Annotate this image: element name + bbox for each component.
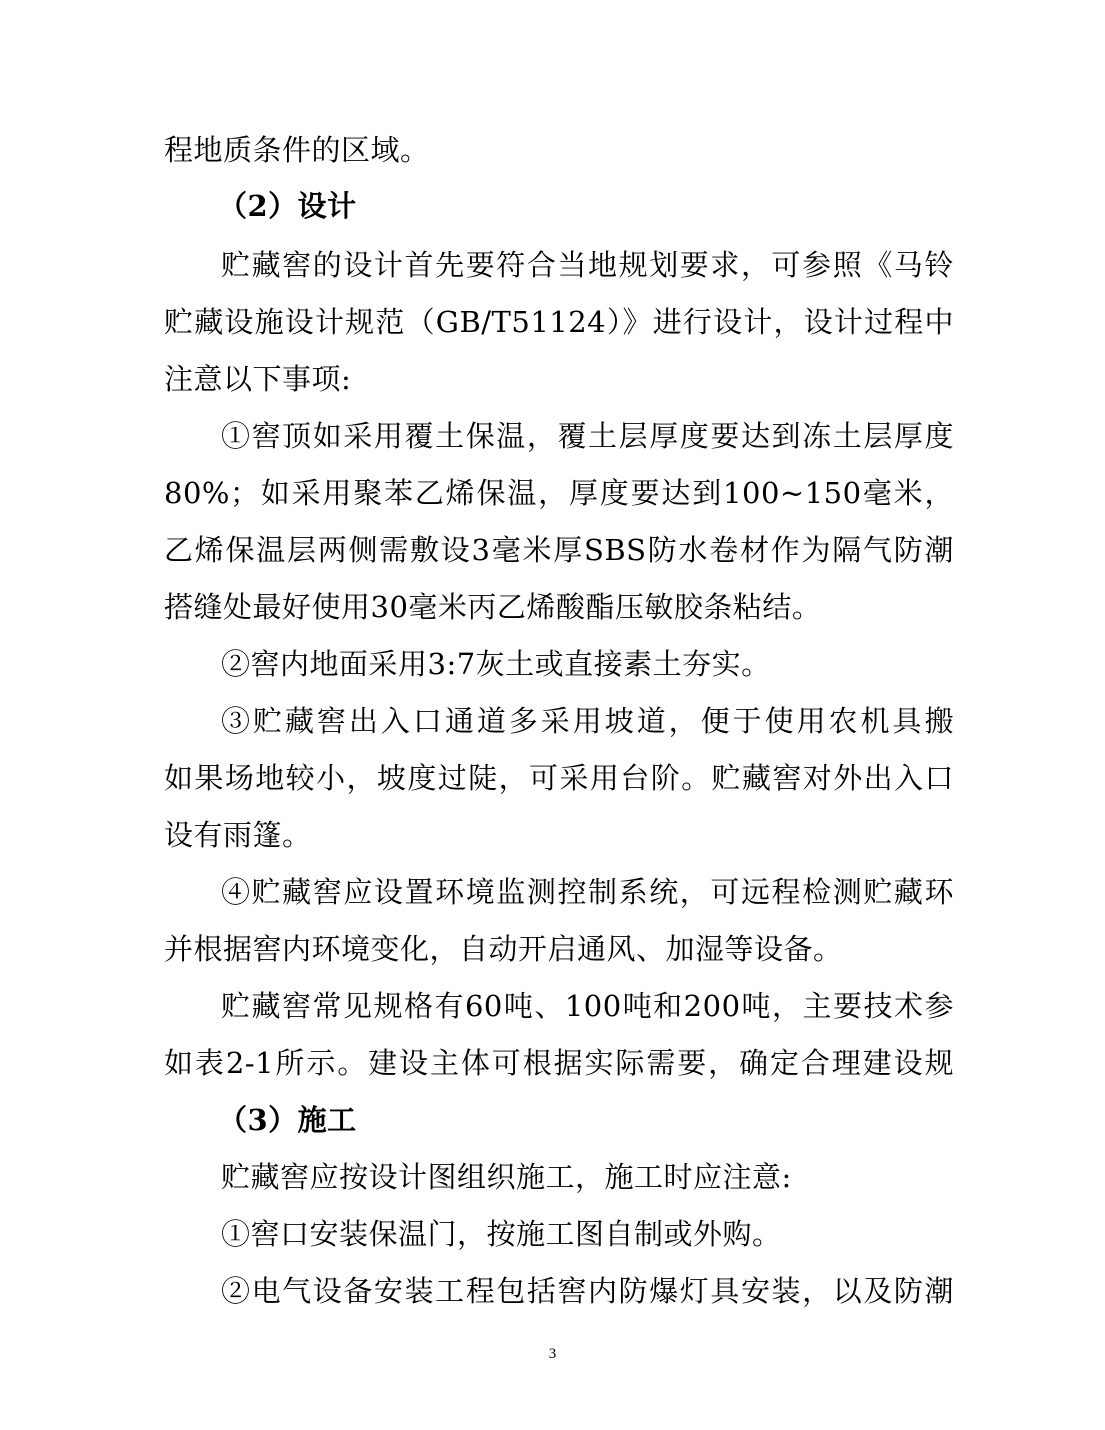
text-line: 80%；如采用聚苯乙烯保温，厚度要达到100~150毫米， — [164, 476, 954, 510]
text-line: ③贮藏窖出入口通道多采用坡道，便于使用农机具搬 — [221, 704, 954, 738]
section-heading-construction: （3）施工 — [218, 1103, 357, 1137]
text-line: 贮藏窖的设计首先要符合当地规划要求，可参照《马铃 — [221, 248, 954, 282]
text-line: ④贮藏窖应设置环境监测控制系统，可远程检测贮藏环 — [221, 875, 954, 909]
text-line: 搭缝处最好使用30毫米丙乙烯酸酯压敏胶条粘结。 — [164, 590, 822, 624]
text-line: ②电气设备安装工程包括窖内防爆灯具安装，以及防潮 — [221, 1274, 954, 1308]
text-line: 注意以下事项: — [164, 362, 352, 396]
text-line: 贮藏设施设计规范（GB/T51124）》进行设计，设计过程中 — [164, 305, 954, 339]
text-line: 贮藏窖应按设计图组织施工，施工时应注意: — [221, 1160, 792, 1194]
text-line: ②窖内地面采用3:7灰土或直接素土夯实。 — [221, 647, 771, 681]
text-line: ①窖顶如采用覆土保温，覆土层厚度要达到冻土层厚度 — [221, 419, 954, 453]
text-line: ①窖口安装保温门，按施工图自制或外购。 — [221, 1217, 782, 1251]
text-line: 程地质条件的区域。 — [164, 133, 430, 167]
text-line: 设有雨篷。 — [164, 818, 312, 852]
page-number: 3 — [548, 1346, 557, 1362]
text-line: 乙烯保温层两侧需敷设3毫米厚SBS防水卷材作为隔气防潮 — [164, 533, 954, 567]
text-line: 并根据窖内环境变化，自动开启通风、加湿等设备。 — [164, 932, 843, 966]
text-line: 如表2-1所示。建设主体可根据实际需要，确定合理建设规 — [164, 1046, 954, 1080]
text-line: 贮藏窖常见规格有60吨、100吨和200吨，主要技术参 — [221, 989, 954, 1023]
section-heading-design: （2）设计 — [218, 189, 357, 223]
text-line: 如果场地较小，坡度过陡，可采用台阶。贮藏窖对外出入口 — [164, 761, 954, 795]
